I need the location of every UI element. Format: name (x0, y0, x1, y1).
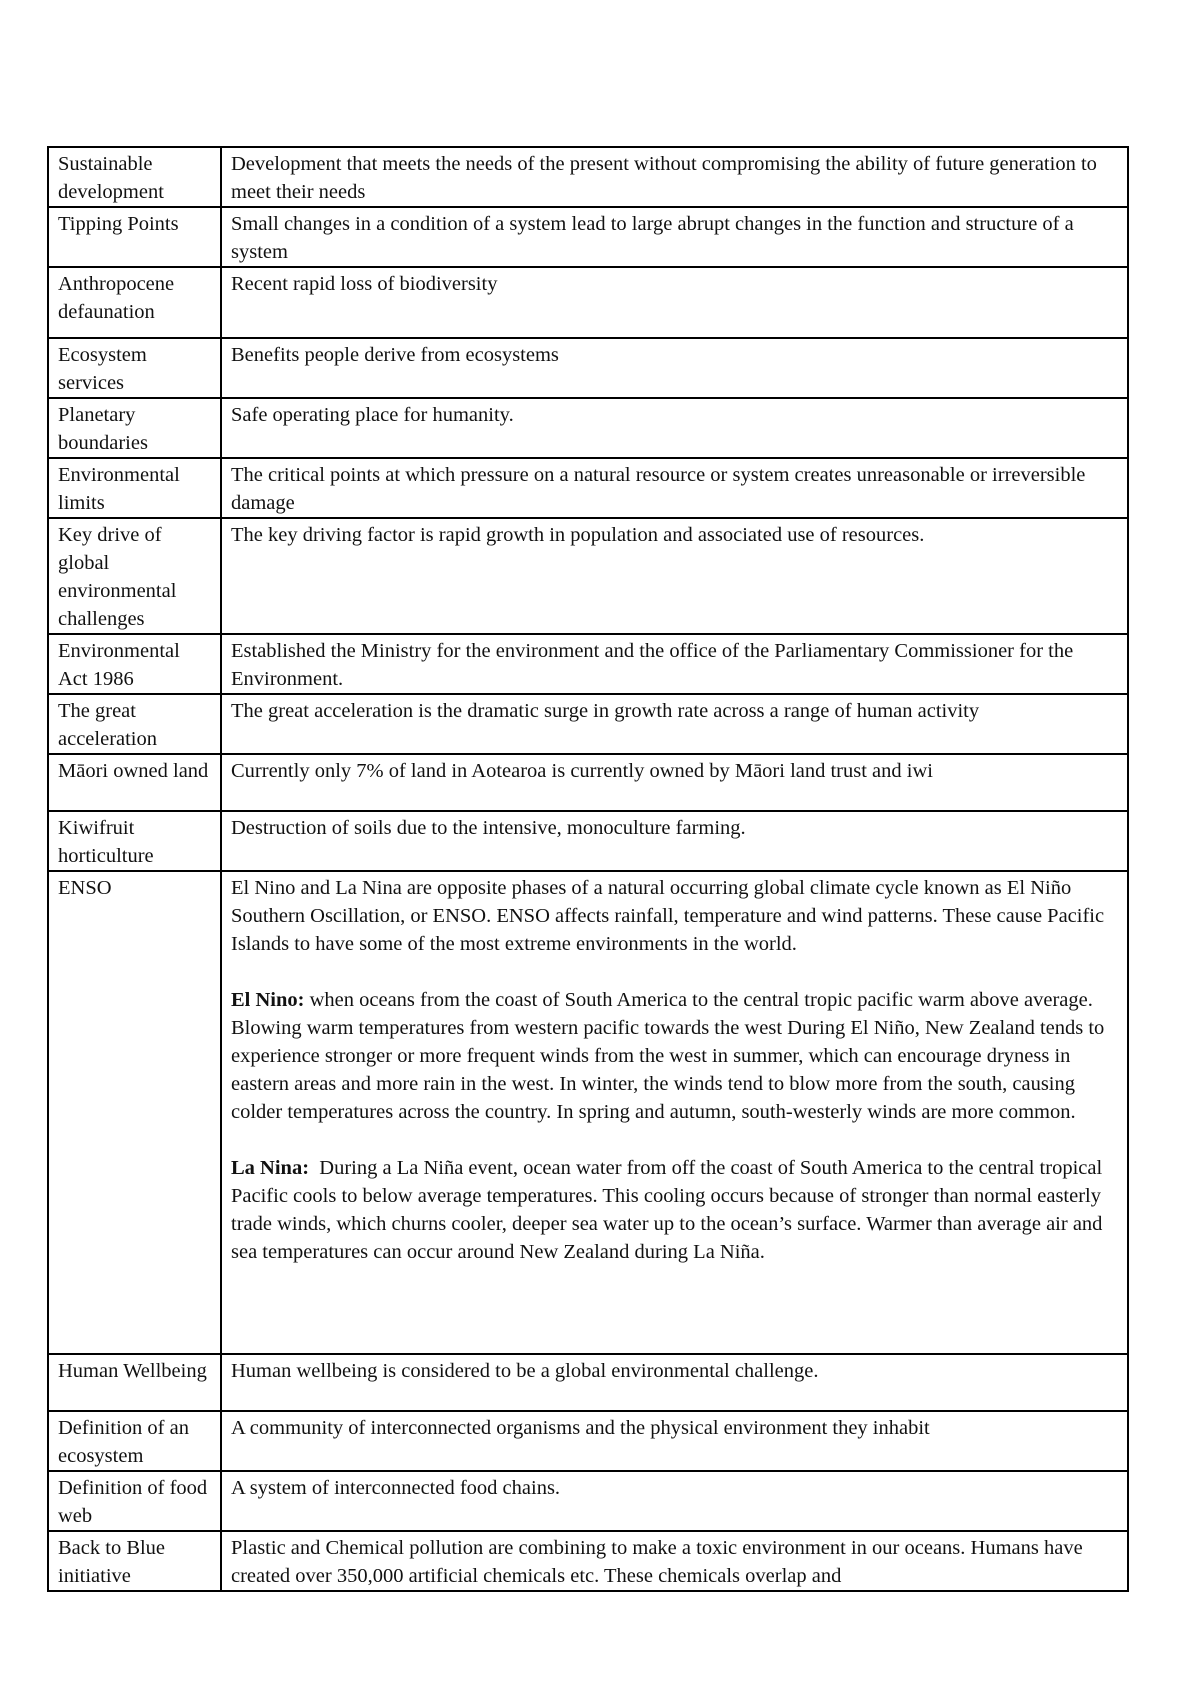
table-row (48, 458, 1128, 518)
definition-cell: Safe operating place for humanity. (221, 398, 1128, 458)
enso-intro: El Nino and La Nina are opposite phases of a natural occurring global climate cycle known as El Niño Southern Oscillation, or ENSO. ENSO affects rainfall, temperature and wind patterns. These cause Pacific Islands to have some of the most extreme environments in the world. (231, 877, 1105, 955)
term-cell: Māori owned land (48, 754, 221, 811)
table-row (48, 267, 1128, 338)
definition-cell: Recent rapid loss of biodiversity (221, 267, 1128, 338)
definition-cell: A community of interconnected organisms and the physical environment they inhabit (221, 1411, 1128, 1471)
paragraph-gap (231, 958, 1119, 986)
definition-cell: Development that meets the needs of the present without compromising the ability of future generation to meet their needs (221, 147, 1128, 207)
el-nino-paragraph (231, 986, 1119, 1126)
definition-cell: Plastic and Chemical pollution are combining to make a toxic environment in our oceans. Humans have created over 350,000 artificial chemicals etc. These chemicals overlap and (221, 1531, 1128, 1591)
term-cell: Definition of an ecosystem (48, 1411, 221, 1471)
term-cell: Kiwifruit horticulture (48, 811, 221, 871)
term-cell: ENSO (48, 871, 221, 1354)
definition-cell: Destruction of soils due to the intensive, monoculture farming. (221, 811, 1128, 871)
table-row (48, 207, 1128, 267)
table-row (48, 634, 1128, 694)
table-row (48, 518, 1128, 634)
glossary-table (47, 146, 1129, 1592)
term-cell: Anthropocene defaunation (48, 267, 221, 338)
definition-cell: Small changes in a condition of a system lead to large abrupt changes in the function and structure of a system (221, 207, 1128, 267)
definition-cell: A system of interconnected food chains. (221, 1471, 1128, 1531)
table-row (48, 398, 1128, 458)
table-row (48, 694, 1128, 754)
table-row (48, 1531, 1128, 1591)
table-row (48, 1354, 1128, 1411)
definition-cell: Currently only 7% of land in Aotearoa is currently owned by Māori land trust and iwi (221, 754, 1128, 811)
term-cell: Sustainable development (48, 147, 221, 207)
definition-cell: The great acceleration is the dramatic surge in growth rate across a range of human activity (221, 694, 1128, 754)
term-cell: Environmental Act 1986 (48, 634, 221, 694)
definition-cell: The key driving factor is rapid growth in population and associated use of resources. (221, 518, 1128, 634)
definition-cell: Established the Ministry for the environment and the office of the Parliamentary Commissioner for the Environment. (221, 634, 1128, 694)
term-cell: Planetary boundaries (48, 398, 221, 458)
term-cell: Key drive of global environmental challenges (48, 518, 221, 634)
la-nina-paragraph (231, 1154, 1119, 1266)
term-cell: Environmental limits (48, 458, 221, 518)
paragraph-gap (231, 1126, 1119, 1154)
el-nino-text: when oceans from the coast of South America to the central tropic pacific warm above average. Blowing warm temperatures from western pacific towards the west During El Niño, New Zealand tends to experience stronger or more frequent winds from the west in summer, which can encourage dryness in eastern areas and more rain in the west. In winter, the winds tend to blow more from the south, causing colder temperatures across the country. In spring and autumn, south-westerly winds are more common. (231, 989, 1105, 1123)
table-row (48, 338, 1128, 398)
table-row (48, 754, 1128, 811)
la-nina-text: During a La Niña event, ocean water from off the coast of South America to the central tropical Pacific cools to below average temperatures. This cooling occurs because of stronger than normal easterly trade winds, which churns cooler, deeper sea water up to the ocean’s surface. Warmer than average air and sea temperatures can occur around New Zealand during La Niña. (231, 1157, 1108, 1263)
table-row (48, 147, 1128, 207)
term-cell: Tipping Points (48, 207, 221, 267)
la-nina-label: La Nina: (231, 1157, 310, 1179)
definition-cell: Benefits people derive from ecosystems (221, 338, 1128, 398)
table-row (48, 1471, 1128, 1531)
term-cell: Definition of food web (48, 1471, 221, 1531)
term-cell: The great acceleration (48, 694, 221, 754)
definition-cell: Human wellbeing is considered to be a global environmental challenge. (221, 1354, 1128, 1411)
term-cell: Human Wellbeing (48, 1354, 221, 1411)
table-row-enso (48, 871, 1128, 1354)
definition-cell: The critical points at which pressure on a natural resource or system creates unreasonable or irreversible damage (221, 458, 1128, 518)
el-nino-label: El Nino: (231, 989, 305, 1011)
table-row (48, 1411, 1128, 1471)
definition-cell-enso (221, 871, 1128, 1354)
term-cell: Back to Blue initiative (48, 1531, 221, 1591)
table-row (48, 811, 1128, 871)
term-cell: Ecosystem services (48, 338, 221, 398)
